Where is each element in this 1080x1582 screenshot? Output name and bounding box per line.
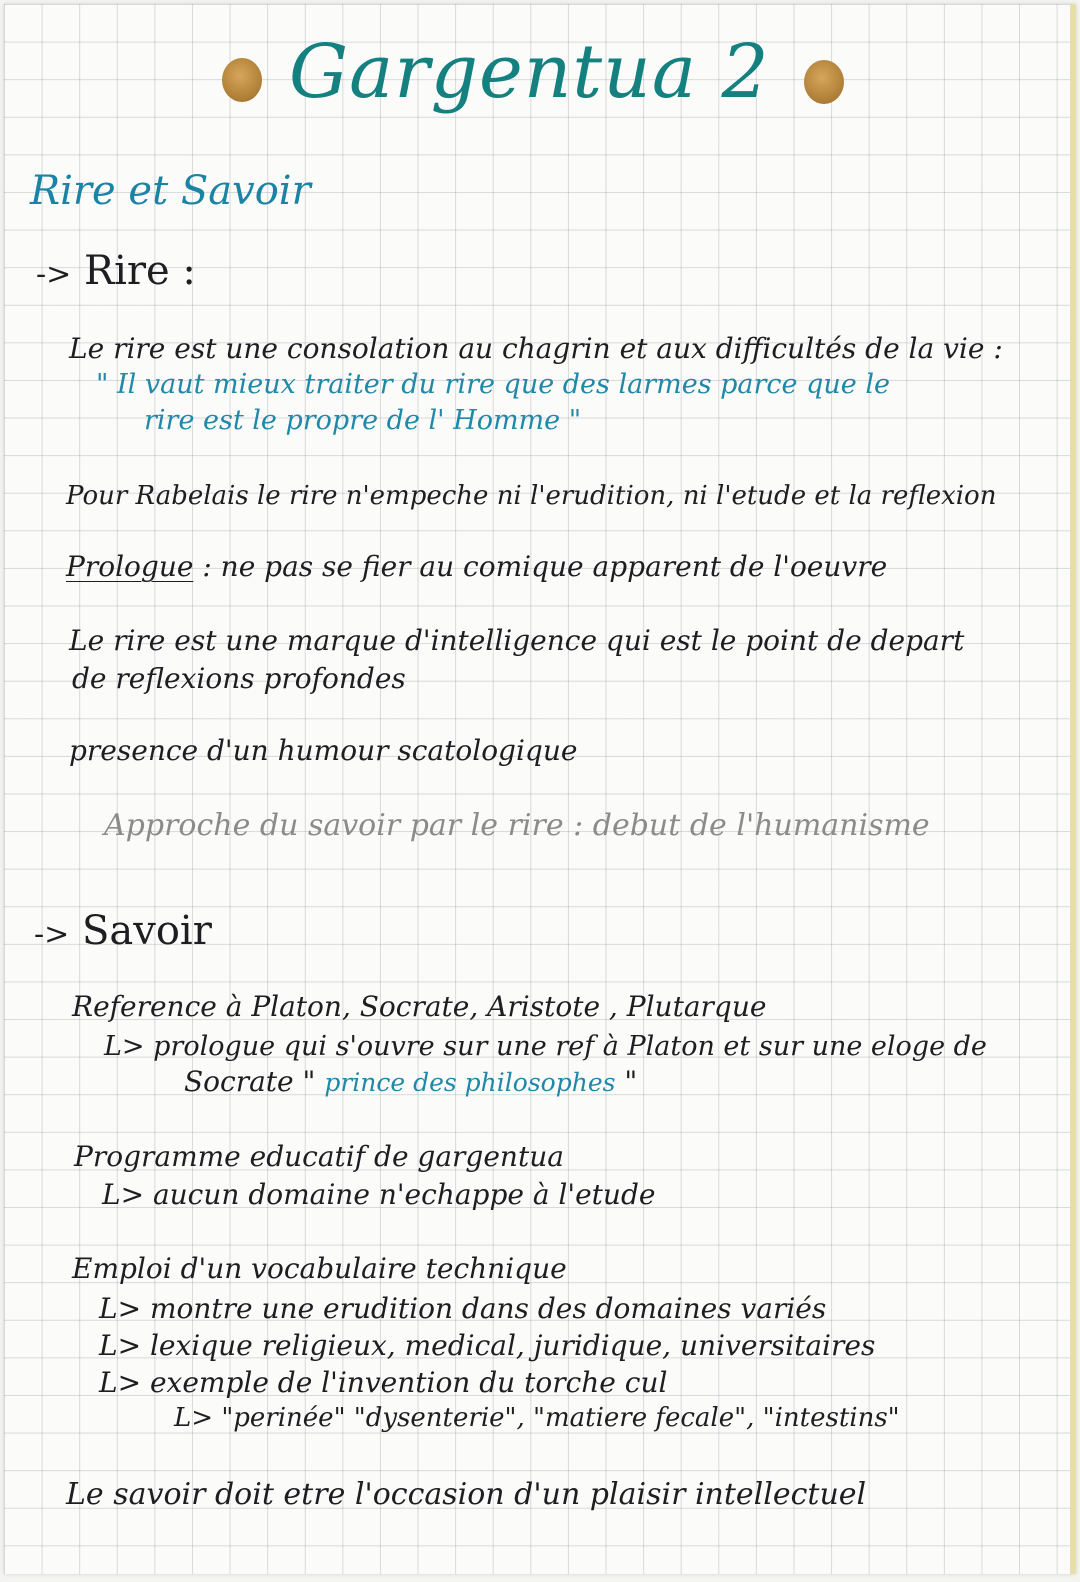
prologue-row [66,552,887,583]
arrow-icon: -> [36,257,72,292]
rire-heading: Rire : [84,248,196,294]
prologue-label: Prologue [66,550,194,583]
arrow-icon: -> [34,917,70,952]
savoir-prog-line: Programme educatif de gargentua [74,1140,564,1173]
rire-line-1: Le rire est une consolation au chagrin et aux difficultés de la vie : [69,332,1003,365]
binder-hole-left [222,58,262,102]
savoir-final-line: Le savoir doit etre l'occasion d'un plaisir intellectuel [66,1477,867,1512]
savoir-ref-sub-2-row [184,1067,637,1098]
savoir-ref-sub-2: Socrate " [184,1065,316,1098]
notebook-page [4,4,1076,1574]
savoir-ref-line: Reference à Platon, Socrate, Aristote , Plutarque [72,990,767,1023]
rire-quote-line-2: rire est le propre de l' Homme " [144,405,582,436]
savoir-emploi-sub-4: L> "perinée" "dysenterie", "matiere fecale", "intestins" [174,1403,900,1433]
savoir-emploi-line: Emploi d'un vocabulaire technique [72,1252,567,1285]
binder-hole-right [804,60,844,104]
savoir-emploi-sub-1: L> montre une erudition dans des domaines variés [99,1292,827,1325]
savoir-ref-sub-1: L> prologue qui s'ouvre sur une ref à Platon et sur une eloge de [104,1031,987,1062]
savoir-emploi-sub-3: L> exemple de l'invention du torche cul [99,1366,668,1399]
rire-line-3b: de reflexions profondes [72,662,406,695]
rire-heading-row [36,249,196,293]
page-title: Gargentua 2 [289,29,770,115]
rire-quote-line-1: " Il vaut mieux traiter du rire que des larmes parce que le [96,369,890,400]
savoir-ref-quote: prince des philosophes [324,1068,616,1097]
savoir-prog-sub: L> aucun domaine n'echappe à l'etude [102,1178,656,1211]
rire-line-3a: Le rire est une marque d'intelligence qui est le point de depart [69,624,965,657]
rire-line-4: presence d'un humour scatologique [69,734,578,767]
savoir-ref-close: " [624,1065,638,1098]
prologue-text: : ne pas se fier au comique apparent de l'oeuvre [202,550,888,583]
section-title: Rire et Savoir [30,168,311,214]
rire-line-2: Pour Rabelais le rire n'empeche ni l'erudition, ni l'etude et la reflexion [66,481,997,511]
savoir-emploi-sub-2: L> lexique religieux, medical, juridique, universitaires [99,1329,876,1362]
savoir-heading: Savoir [82,908,212,954]
savoir-heading-row [34,909,212,953]
rire-faded-note: Approche du savoir par le rire : debut de l'humanisme [104,808,930,843]
